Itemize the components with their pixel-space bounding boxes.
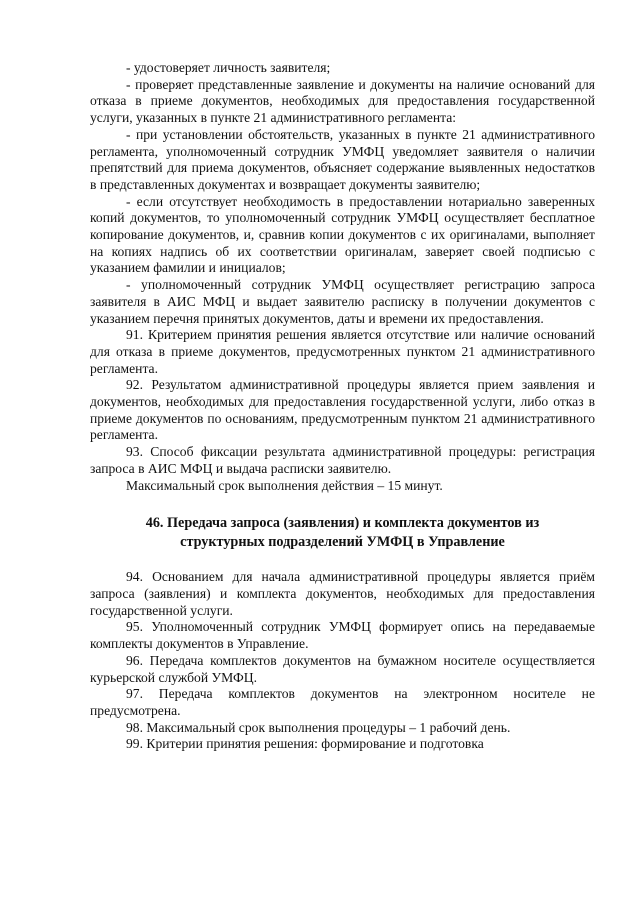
paragraph-95: 95. Уполномоченный сотрудник УМФЦ формирует опись на передаваемые комплекты документов в Управление. (90, 619, 595, 652)
paragraph-max-time: Максимальный срок выполнения действия – 15 минут. (126, 477, 443, 493)
paragraph-obstacles-notice: - при установлении обстоятельств, указанных в пункте 21 административного регламента, уполномоченный сотрудник УМФЦ уведомляет заявителя о наличии препятствий для приема документов, объясняет содержание выявленных недостатков в представленных документах и возвращает документы заявителю; (90, 126, 595, 192)
paragraph-92: 92. Результатом административной процедуры является прием заявления и документов, необходимых для предоставления государственной услуги, либо отказ в приеме документов по основаниям, предусмотренным пунктом 21 административного регламента. (90, 377, 595, 443)
paragraph-91: 91. Критерием принятия решения является отсутствие или наличие оснований для отказа в приеме документов, предусмотренных пунктом 21 административного регламента. (90, 327, 595, 376)
paragraph-97: 97. Передача комплектов документов на электронном носителе не предусмотрена. (90, 686, 595, 718)
paragraph-document-check: - проверяет представленные заявление и документы на наличие оснований для отказа в приеме документов, необходимых для предоставления государственной услуги, указанных в пункте 21 административного регламента: (90, 76, 595, 126)
paragraph-98: 98. Максимальный срок выполнения процедуры – 1 рабочий день. (126, 719, 511, 735)
paragraph-96: 96. Передача комплектов документов на бумажном носителе осуществляется курьерской службой УМФЦ. (90, 652, 595, 685)
paragraph-94: 94. Основанием для начала административной процедуры является приём запроса (заявления) и комплекта документов, необходимых для предоставления государственной услуги. (90, 569, 595, 618)
paragraph-registration: - уполномоченный сотрудник УМФЦ осуществляет регистрацию запроса заявителя в АИС МФЦ и выдает заявителю расписку в получении документов с указанием перечня принятых документов, даты и времени их предоставления. (90, 277, 595, 326)
paragraph-identity-check: - удостоверяет личность заявителя; (126, 60, 331, 75)
paragraph-99: 99. Критерии принятия решения: формирование и подготовка (126, 736, 484, 752)
paragraph-copying: - если отсутствует необходимость в предоставлении нотариально заверенных копий документов, то уполномоченный сотрудник УМФЦ осуществляет бесплатное копирование документов, и, сравнив копии документов с их оригиналами, выполняет на копиях надпись об их соответствии оригиналам, заверяет своей подписью с указанием фамилии и инициалов; (90, 193, 595, 276)
paragraph-93: 93. Способ фиксации результата административной процедуры: регистрация запроса в АИС МФЦ и выдача расписки заявителю. (90, 444, 595, 476)
section-heading: 46. Передача запроса (заявления) и комплекта документов из структурных подразделений УМФЦ в Управление (145, 515, 540, 550)
document-page (90, 60, 595, 753)
